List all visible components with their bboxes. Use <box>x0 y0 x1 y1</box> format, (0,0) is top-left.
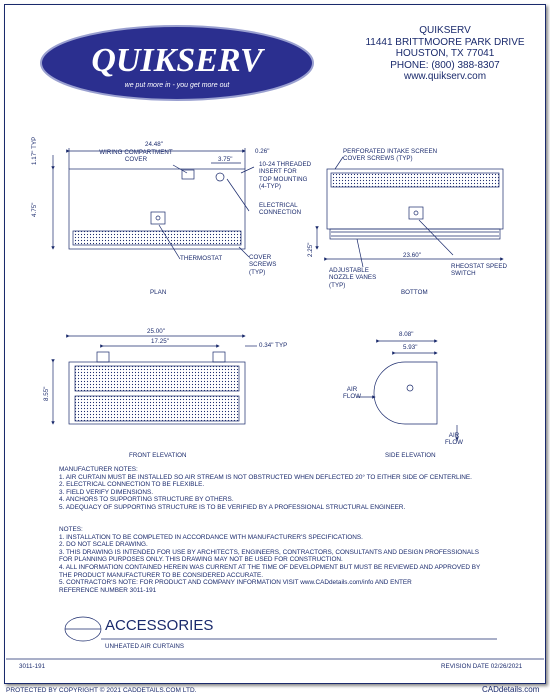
bottom-nozzle-label: ADJUSTABLE NOZZLE VANES (TYP) <box>329 267 377 289</box>
front-dim-034: 0.34" TYP <box>259 342 288 349</box>
bottom-rheostat <box>409 207 423 219</box>
mfr-note-item: 3. FIELD VERIFY DIMENSIONS. <box>59 488 153 496</box>
quikserv-logo <box>41 26 313 100</box>
side-dim-808: 8.08" <box>399 331 414 338</box>
note-item: 1. INSTALLATION TO BE COMPLETED IN ACCORDANCE WITH MANUFACTURER'S SPECIFICATIONS. <box>59 533 363 541</box>
side-fastener <box>407 385 413 391</box>
plan-wiring-label: WIRING COMPARTMENT COVER <box>99 149 173 164</box>
plan-dim-right: 0.26" <box>255 148 270 155</box>
plan-electrical-label: ELECTRICAL CONNECTION <box>259 202 302 217</box>
footer-site-link[interactable]: CADdetails.com <box>482 685 540 694</box>
note-item: 3. THIS DRAWING IS INTENDED FOR USE BY ARCHITECTS, ENGINEERS, CONTRACTORS, CONSULTANTS AND DESIGN PROFESSIONALS <box>59 548 479 556</box>
front-bracket-right <box>213 352 225 362</box>
front-bracket-left <box>97 352 109 362</box>
front-grille-top <box>75 366 239 391</box>
note-item: THE PRODUCT MANUFACTURER TO BE CONSIDERED ACCURATE. <box>59 571 264 579</box>
title-block-ref: 3011-191 <box>19 663 46 670</box>
front-dim-1725: 17.25" <box>151 338 169 345</box>
note-item: REFERENCE NUMBER 3011-191 <box>59 586 157 594</box>
company-name: QUIKSERV <box>419 25 471 36</box>
side-airflow-left-label: AIR FLOW <box>343 386 362 401</box>
logo-tagline-text: we put more in - you get more out <box>124 82 230 89</box>
mfr-note-item: 5. ADEQUACY OF SUPPORTING STRUCTURE IS TO BE VERIFIED BY A PROFESSIONAL STRUCTURAL ENGINEER. <box>59 503 406 511</box>
notes-heading: NOTES: <box>59 526 83 533</box>
title-block-revision: REVISION DATE 02/26/2021 <box>441 663 523 670</box>
front-grille-bottom <box>75 396 239 421</box>
mfr-note-item: 4. ANCHORS TO SUPPORTING STRUCTURE BY OTHERS. <box>59 496 234 504</box>
side-dim-593: 5.93" <box>403 344 418 351</box>
bottom-intake-screen <box>331 173 499 187</box>
mfr-note-item: 2. ELECTRICAL CONNECTION TO BE FLEXIBLE. <box>59 481 205 489</box>
front-title: FRONT ELEVATION <box>129 452 187 459</box>
note-item: FOR PLANNING PURPOSES ONLY. THIS DRAWING MAY NOT BE USED FOR CONSTRUCTION. <box>59 556 343 564</box>
front-dim-855: 8.55" <box>43 386 50 401</box>
side-title: SIDE ELEVATION <box>385 452 436 459</box>
manufacturer-notes <box>59 466 539 512</box>
plan-dim-overall: 24.48" <box>145 141 163 148</box>
front-dim-2500: 25.00" <box>147 328 165 335</box>
bottom-perforated-label: PERFORATED INTAKE SCREEN COVER SCREWS (TYP) <box>343 148 438 163</box>
title-block-subtitle: UNHEATED AIR CURTAINS <box>105 643 185 650</box>
plan-dim-375: 3.75" <box>218 156 233 163</box>
side-body <box>374 362 437 424</box>
title-block-title: ACCESSORIES <box>105 617 214 634</box>
mfr-note-item: 1. AIR CURTAIN MUST BE INSTALLED SO AIR STREAM IS NOT OBSTRUCTED WHEN DEFLECTED 20° TO EITHER SIDE OF CENTERLINE. <box>59 473 472 481</box>
company-address-line2: HOUSTON, TX 77041 <box>395 48 495 59</box>
company-block <box>355 25 535 83</box>
side-airflow-bottom-label: AIR FLOW <box>445 432 464 447</box>
bottom-dim-225: 2.25" <box>307 242 314 257</box>
bottom-rheostat-label: RHEOSTAT SPEED SWITCH <box>451 263 508 278</box>
plan-dim-475: 4.75" <box>31 202 38 217</box>
note-item: 2. DO NOT SCALE DRAWING. <box>59 541 148 549</box>
general-notes <box>59 526 539 594</box>
note-item: 5. CONTRACTOR'S NOTE: FOR PRODUCT AND COMPANY INFORMATION VISIT www.CADdetails.com/info AND ENTER <box>59 579 412 587</box>
note-item: 4. ALL INFORMATION CONTAINED HEREIN WAS CURRENT AT THE TIME OF DEVELOPMENT BUT MUST BE REVIEWED AND APPROVED BY <box>59 563 481 571</box>
plan-thermostat <box>151 212 165 224</box>
company-address-line1: 11441 BRITTMOORE PARK DRIVE <box>365 36 525 48</box>
plan-thermostat-label: THERMOSTAT <box>180 255 223 262</box>
plan-threaded-label: 10-24 THREADED INSERT FOR TOP MOUNTING (4-TYP) <box>259 161 312 191</box>
plan-dim-117: 1.17" TYP <box>31 136 38 165</box>
logo-brand-text: QUIKSERV <box>91 42 263 79</box>
plan-electrical-connection <box>216 173 224 181</box>
plan-title: PLAN <box>150 289 167 296</box>
plan-cover-screws-label: COVER SCREWS (TYP) <box>249 254 277 276</box>
bottom-nozzle-vanes <box>330 229 500 239</box>
bottom-title: BOTTOM <box>401 289 428 296</box>
drawing-sheet <box>4 4 546 684</box>
mfr-notes-heading: MANUFACTURER NOTES: <box>59 466 138 473</box>
bottom-dim-2360: 23.60" <box>403 252 421 259</box>
plan-grille <box>73 231 241 245</box>
footer-copyright: PROTECTED BY COPYRIGHT © 2021 CADDETAILS.COM LTD. <box>6 687 197 694</box>
company-phone: PHONE: (800) 388-8307 <box>390 59 500 71</box>
company-website: www.quikserv.com <box>403 71 487 82</box>
